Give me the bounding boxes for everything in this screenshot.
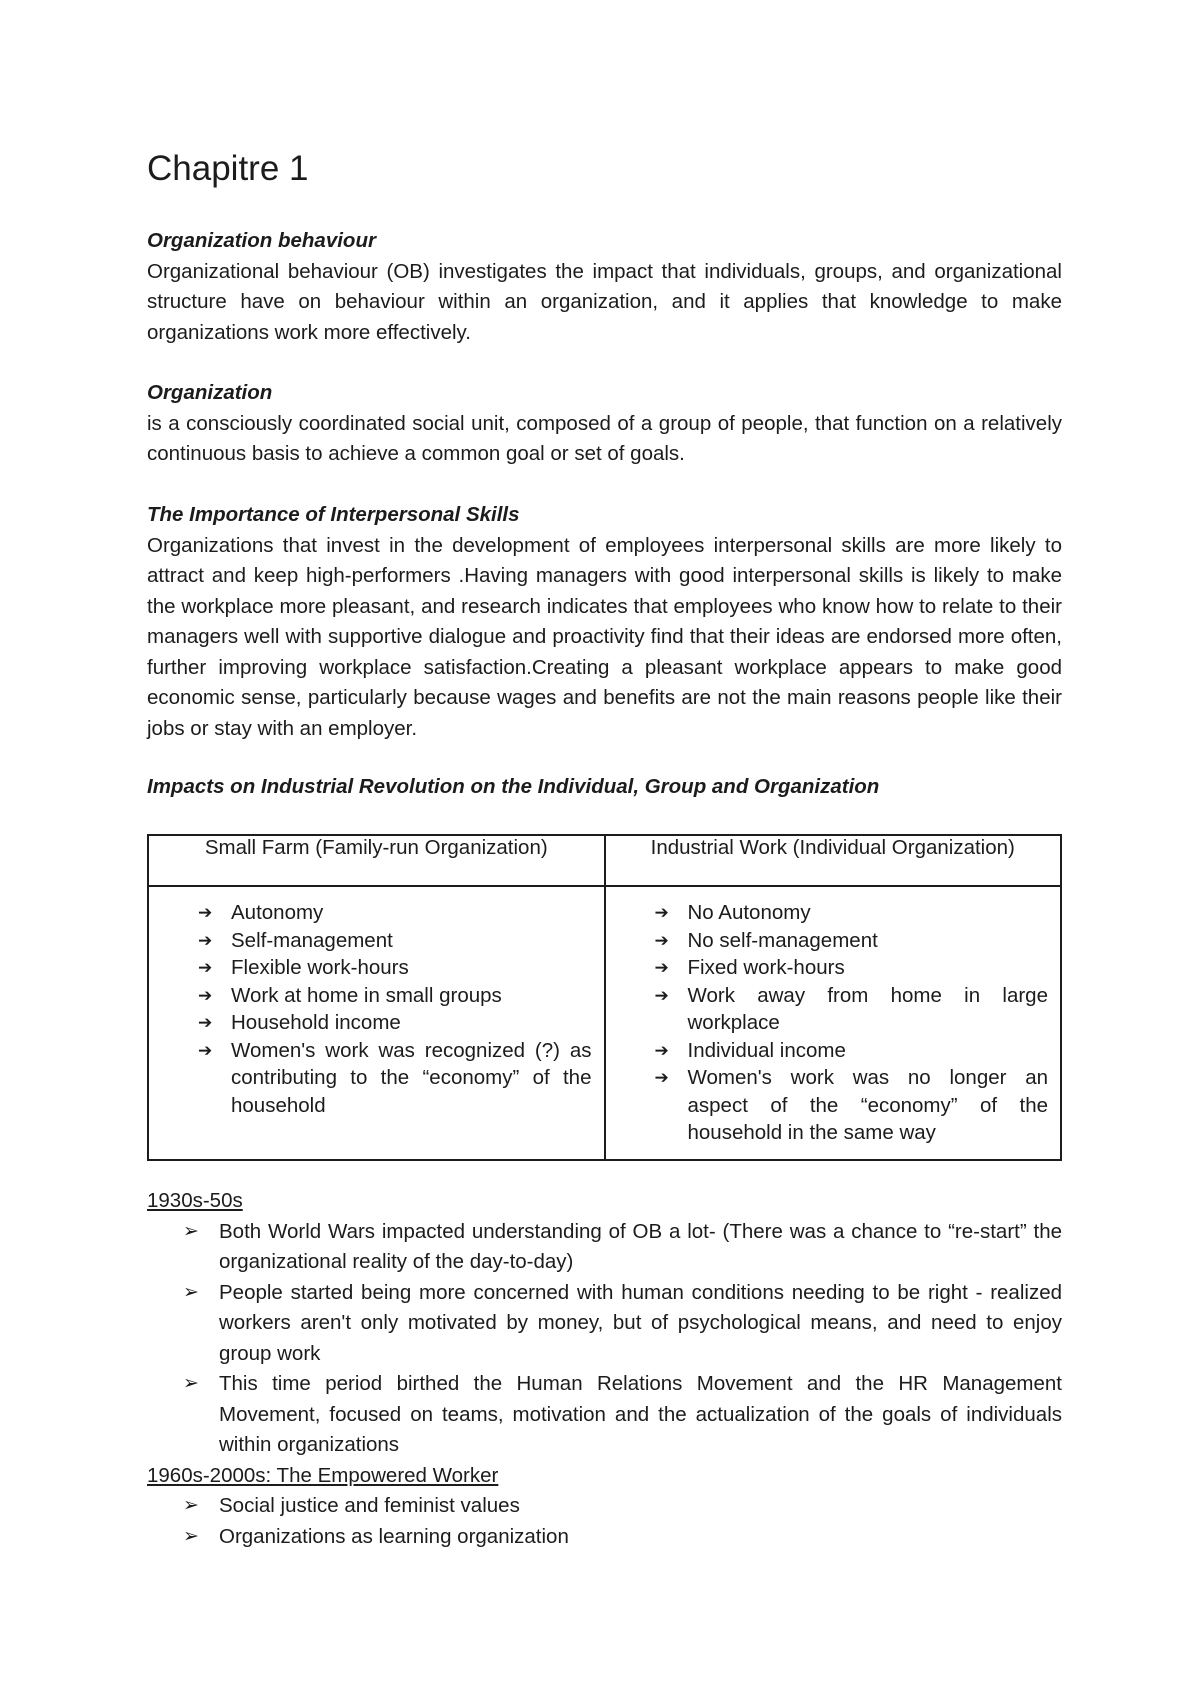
arrow-bullet-icon: ➔ — [198, 1040, 213, 1060]
small-farm-list — [149, 899, 592, 1119]
arrow-bullet-icon: ➔ — [654, 1040, 669, 1060]
section-heading: Organization — [147, 381, 273, 404]
list-item: ➔ Autonomy — [149, 899, 592, 927]
table-header-small-farm: Small Farm (Family-run Organization) — [148, 835, 605, 886]
arrow-bullet-icon: ➔ — [198, 930, 213, 950]
list-item: ➢ Both World Wars impacted understanding of OB a lot- (There was a chance to “re-start” the organizational reality of the day-to-day) — [147, 1217, 1062, 1278]
section-organization — [147, 378, 1062, 470]
triangle-bullet-icon: ➢ — [183, 1373, 199, 1394]
list-item: ➔ Women's work was no longer an aspect of the “economy” of the household in the same way — [654, 1066, 1048, 1144]
page-title: Chapitre 1 — [147, 149, 309, 188]
table-cell-industrial-work — [605, 886, 1062, 1160]
table-cell-small-farm — [148, 886, 605, 1160]
list-item: ➢ Organizations as learning organization — [147, 1522, 1062, 1553]
comparison-table — [147, 834, 1062, 1161]
list-item: ➔ Work away from home in large workplace — [654, 983, 1048, 1034]
section-heading: Organization behaviour — [147, 229, 376, 252]
industrial-work-list — [606, 899, 1049, 1147]
list-item: ➢ This time period birthed the Human Relations Movement and the HR Management Movement, focused on teams, motivation and the actualization of the goals of individuals within organizations — [147, 1369, 1062, 1461]
arrow-bullet-icon: ➔ — [654, 985, 669, 1005]
triangle-bullet-icon: ➢ — [183, 1220, 199, 1242]
table-header-row — [148, 835, 1061, 886]
triangle-bullet-icon: ➢ — [183, 1525, 199, 1547]
list-item: ➢ Social justice and feminist values — [147, 1491, 1062, 1522]
list-item: ➔ Fixed work-hours — [606, 954, 1049, 982]
list-item: ➔ Flexible work-hours — [149, 954, 592, 982]
era-list — [147, 1217, 1062, 1461]
section-organization-behaviour — [147, 226, 1062, 348]
list-item: ➔ Work at home in small groups — [149, 982, 592, 1010]
era-heading: 1930s-50s — [147, 1189, 243, 1212]
arrow-bullet-icon: ➔ — [198, 958, 213, 977]
arrow-bullet-icon: ➔ — [198, 1013, 213, 1032]
arrow-bullet-icon: ➔ — [654, 930, 669, 950]
arrow-bullet-icon: ➔ — [198, 985, 213, 1005]
arrow-bullet-icon: ➔ — [654, 903, 669, 922]
table-row — [148, 886, 1061, 1160]
section-text: is a consciously coordinated social unit, composed of a group of people, that function on a relatively continuous basis to achieve a common goal or set of goals. — [147, 411, 1062, 465]
table-header-industrial-work: Industrial Work (Individual Organization) — [605, 835, 1062, 886]
section-heading: Impacts on Industrial Revolution on the Individual, Group and Organization — [147, 775, 880, 798]
list-item: ➔ No Autonomy — [606, 899, 1049, 927]
arrow-bullet-icon: ➔ — [654, 958, 669, 977]
triangle-bullet-icon: ➢ — [183, 1495, 199, 1516]
section-interpersonal-skills — [147, 500, 1062, 744]
era-heading: 1960s-2000s: The Empowered Worker — [147, 1463, 499, 1487]
arrow-bullet-icon: ➔ — [198, 903, 213, 922]
list-item: ➔ Women's work was recognized (?) as contributing to the “economy” of the household — [198, 1038, 592, 1117]
list-item: ➔ Individual income — [606, 1037, 1049, 1065]
list-item: ➔ Household income — [149, 1009, 592, 1037]
list-item: ➔ No self-management — [606, 927, 1049, 955]
list-item: ➔ Self-management — [149, 927, 592, 955]
era-list — [147, 1491, 1062, 1552]
list-item: ➢ People started being more concerned with human conditions needing to be right - realized workers aren't only motivated by money, but of psychological means, and need to enjoy group work — [147, 1278, 1062, 1370]
section-industrial-revolution — [147, 772, 1062, 803]
section-text: Organizations that invest in the development of employees interpersonal skills are more likely to attract and keep high-performers .Having managers with good interpersonal skills is likely to make the workplace more pleasant, and research indicates that employees who know how to relate to their managers well with supportive dialogue and proactivity find that their ideas are endorsed more often, further improving workplace satisfaction.Creating a pleasant workplace appears to make good economic sense, particularly because wages and benefits are not the main reasons people like their jobs or stay with an employer. — [147, 533, 1062, 740]
section-text: Organizational behaviour (OB) investigates the impact that individuals, groups, and organizational structure have on behaviour within an organization, and it applies that knowledge to make organizations work more effectively. — [147, 259, 1062, 344]
triangle-bullet-icon: ➢ — [183, 1281, 199, 1303]
section-heading: The Importance of Interpersonal Skills — [147, 503, 520, 526]
arrow-bullet-icon: ➔ — [654, 1068, 669, 1087]
era-1930s-50s — [147, 1186, 1062, 1552]
